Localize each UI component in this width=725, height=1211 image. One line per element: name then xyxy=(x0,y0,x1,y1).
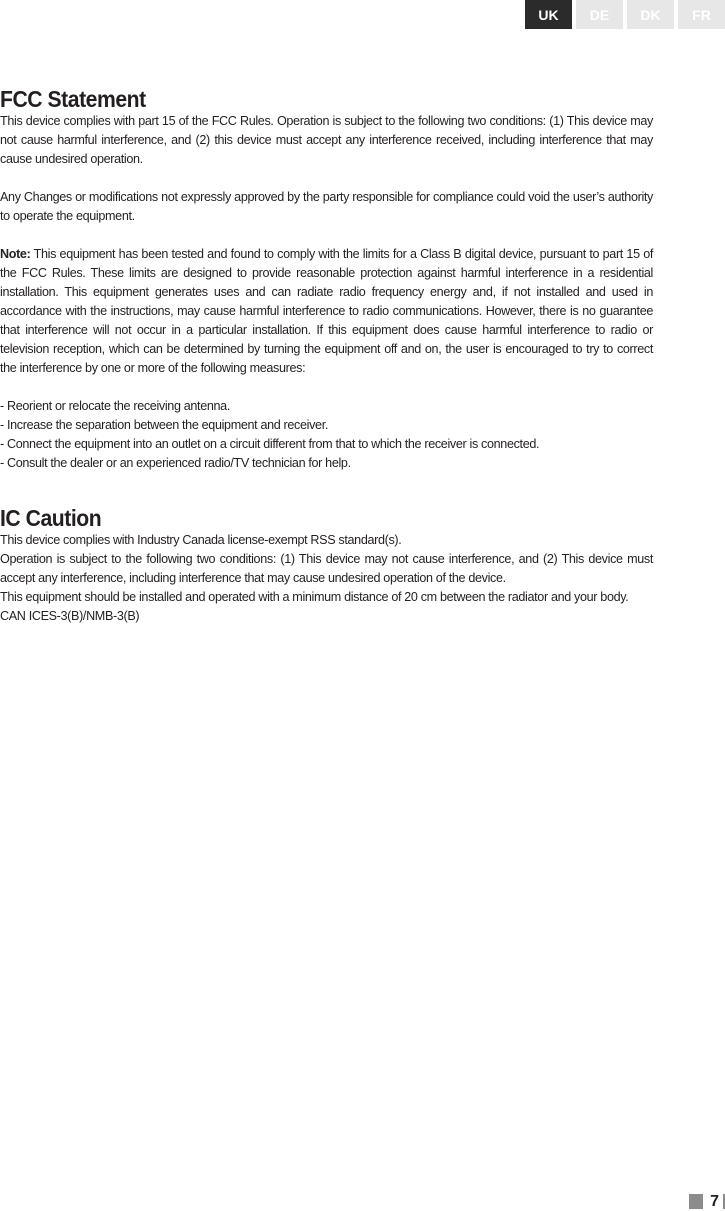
fcc-paragraph-changes: Any Changes or modifications not expressly approved by the party responsible for compliance could void the user’s authority to operate the equipment. xyxy=(0,190,653,223)
lang-tab-fr[interactable]: FR xyxy=(678,0,725,29)
measure-item: - Increase the separation between the equipment and receiver. xyxy=(0,418,328,432)
ic-heading: IC Caution xyxy=(0,505,102,531)
fcc-paragraph-note xyxy=(0,245,653,378)
ic-caution-section xyxy=(0,505,653,626)
measure-item: - Reorient or relocate the receiving antenna. xyxy=(0,399,230,413)
page-footer xyxy=(689,1192,725,1211)
lang-tab-dk[interactable]: DK xyxy=(627,0,674,29)
ic-line-distance: This equipment should be installed and operated with a minimum distance of 20 cm between the radiator and your body. xyxy=(0,590,629,604)
ic-line-ices: CAN ICES-3(B)/NMB-3(B) xyxy=(0,609,140,623)
fcc-heading: FCC Statement xyxy=(0,86,146,112)
language-tabs xyxy=(525,0,725,29)
lang-tab-de[interactable]: DE xyxy=(576,0,623,29)
fcc-paragraph-compliance: This device complies with part 15 of the FCC Rules. Operation is subject to the following two conditions: (1) This device may not cause harmful interference, and (2) this device must accept any interference received, including interference that may cause undesired operation. xyxy=(0,114,653,166)
footer-square-icon xyxy=(689,1194,703,1209)
note-label: Note: xyxy=(0,247,31,261)
fcc-statement-section xyxy=(0,86,653,473)
note-text: This equipment has been tested and found to comply with the limits for a Class B digital device, pursuant to part 15 of the FCC Rules. These limits are designed to provide reasonable protection against harmful interference in a residential installation. This equipment generates uses and can radiate radio frequency energy and, if not installed and used in accordance with the instructions, may cause harmful interference to radio communications. However, there is no guarantee that interference will not occur in a particular installation. If this equipment does cause harmful interference to radio or television reception, which can be determined by turning the equipment off and on, the user is encouraged to try to correct the interference by one or more of the following measures: xyxy=(0,247,653,375)
measure-item: - Consult the dealer or an experienced radio/TV technician for help. xyxy=(0,456,351,470)
lang-tab-uk[interactable]: UK xyxy=(525,0,572,29)
measure-item: - Connect the equipment into an outlet on a circuit different from that to which the receiver is connected. xyxy=(0,437,540,451)
ic-line-rss: This device complies with Industry Canada license-exempt RSS standard(s). xyxy=(0,533,402,547)
measures-list xyxy=(0,397,653,473)
page-number: 7 xyxy=(710,1192,719,1210)
document-body xyxy=(0,86,653,626)
ic-line-conditions: Operation is subject to the following two conditions: (1) This device may not cause interference, and (2) This device must accept any interference, including interference that may cause undesired operation of the device. xyxy=(0,552,653,585)
